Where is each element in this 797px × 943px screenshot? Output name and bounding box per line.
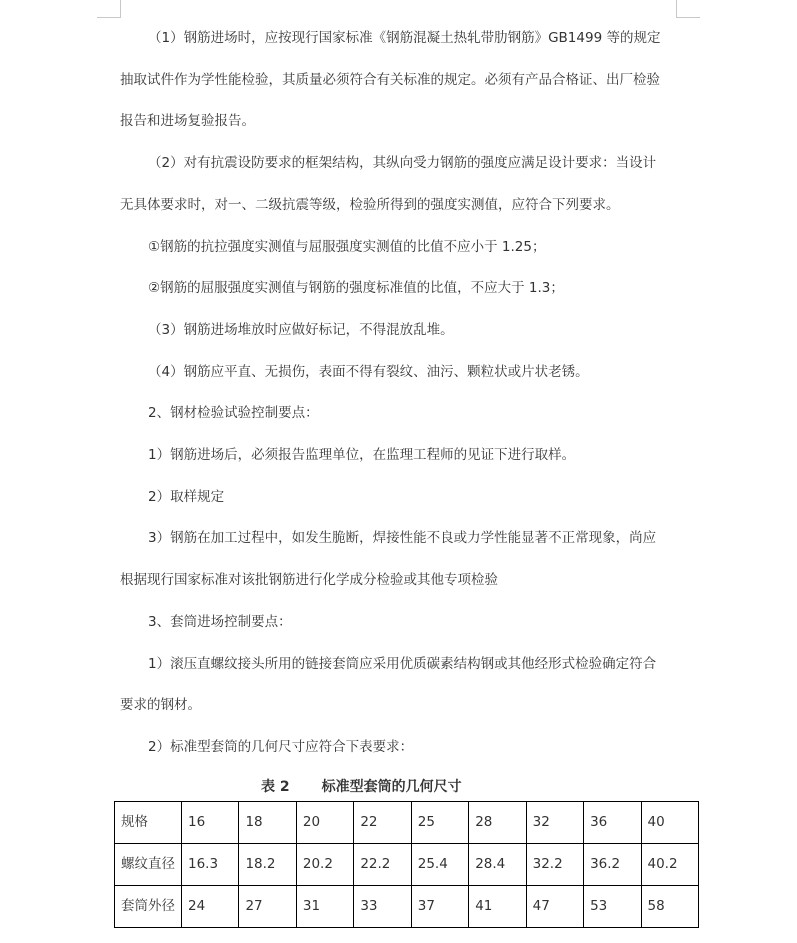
table-cell: 25: [411, 801, 468, 843]
table-cell: 25.4: [411, 843, 468, 885]
section-heading: 3、套筒进场控制要点：: [148, 613, 292, 630]
paragraph: （1）钢筋进场时，应按现行国家标准《钢筋混凝土热轧带肋钢筋》GB1499 等的规定: [148, 30, 661, 46]
document-body: [120, 18, 678, 928]
sleeve-dimensions-table: [114, 801, 699, 928]
table-cell: 36.2: [584, 843, 641, 885]
table-row: [115, 801, 699, 843]
table-cell: 33: [354, 885, 411, 927]
paragraph: 2）标准型套筒的几何尺寸应符合下表要求：: [148, 738, 414, 755]
paragraph: （3）钢筋进场堆放时应做好标记，不得混放乱堆。: [148, 321, 454, 338]
page-corner-mark-top-right: [676, 0, 677, 17]
paragraph: 1）钢筋进场后，必须报告监理单位，在监理工程师的见证下进行取样。: [148, 447, 576, 464]
table-cell: 28: [469, 801, 526, 843]
table-cell: 37: [411, 885, 468, 927]
table-caption: [120, 773, 678, 801]
table-cell: 40: [641, 801, 699, 843]
table-row-label: 套筒外径: [115, 885, 182, 927]
section-heading: 2、钢材检验试验控制要点：: [148, 405, 319, 422]
table-cell: 36: [584, 801, 641, 843]
paragraph: 无具体要求时，对一、二级抗震等级，检验所得到的强度实测值，应符合下列要求。: [120, 196, 620, 213]
table-row-label: 规格: [115, 801, 182, 843]
page-corner-mark-top-left: [97, 17, 121, 18]
table-cell: 41: [469, 885, 526, 927]
table-caption-title: 标准型套筒的几何尺寸: [321, 778, 462, 795]
paragraph: （2）对有抗震设防要求的框架结构，其纵向受力钢筋的强度应满足设计要求：当设计: [148, 155, 657, 172]
paragraph: 报告和进场复验报告。: [120, 113, 255, 130]
paragraph: ①钢筋的抗拉强度实测值与屈服强度实测值的比值不应小于 1.25；: [148, 238, 546, 255]
table-cell: 32.2: [526, 843, 583, 885]
table-caption-number: 表 2: [261, 778, 290, 795]
table-row-label: 螺纹直径: [115, 843, 182, 885]
paragraph: 要求的钢材。: [120, 697, 201, 714]
paragraph: 2）取样规定: [148, 488, 225, 505]
table-cell: 16.3: [182, 843, 239, 885]
paragraph: 抽取试件作为学性能检验，其质量必须符合有关标准的规定。必须有产品合格证、出厂检验: [120, 71, 660, 88]
paragraph: 根据现行国家标准对该批钢筋进行化学成分检验或其他专项检验: [120, 572, 498, 589]
table-cell: 28.4: [469, 843, 526, 885]
table-cell: 53: [584, 885, 641, 927]
table-cell: 58: [641, 885, 699, 927]
table-cell: 27: [239, 885, 296, 927]
table-cell: 24: [182, 885, 239, 927]
paragraph: 3）钢筋在加工过程中，如发生脆断，焊接性能不良或力学性能显著不正常现象，尚应: [148, 530, 657, 547]
table-cell: 31: [296, 885, 353, 927]
table-cell: 40.2: [641, 843, 699, 885]
paragraph: ②钢筋的屈服强度实测值与钢筋的强度标准值的比值，不应大于 1.3；: [148, 280, 564, 297]
table-cell: 22: [354, 801, 411, 843]
table-row: [115, 843, 699, 885]
table-cell: 32: [526, 801, 583, 843]
paragraph: 1）滚压直螺纹接头所用的链接套筒应采用优质碳素结构钢或其他经形式检验确定符合: [148, 655, 657, 672]
table-cell: 20: [296, 801, 353, 843]
table-cell: 18.2: [239, 843, 296, 885]
table-cell: 18: [239, 801, 296, 843]
table-row: [115, 885, 699, 927]
page-corner-mark-top-left: [120, 0, 121, 17]
paragraph: （4）钢筋应平直、无损伤，表面不得有裂纹、油污、颗粒状或片状老锈。: [148, 363, 589, 380]
table-cell: 20.2: [296, 843, 353, 885]
page-corner-mark-top-right: [676, 17, 700, 18]
table-cell: 22.2: [354, 843, 411, 885]
table-cell: 47: [526, 885, 583, 927]
table-cell: 16: [182, 801, 239, 843]
